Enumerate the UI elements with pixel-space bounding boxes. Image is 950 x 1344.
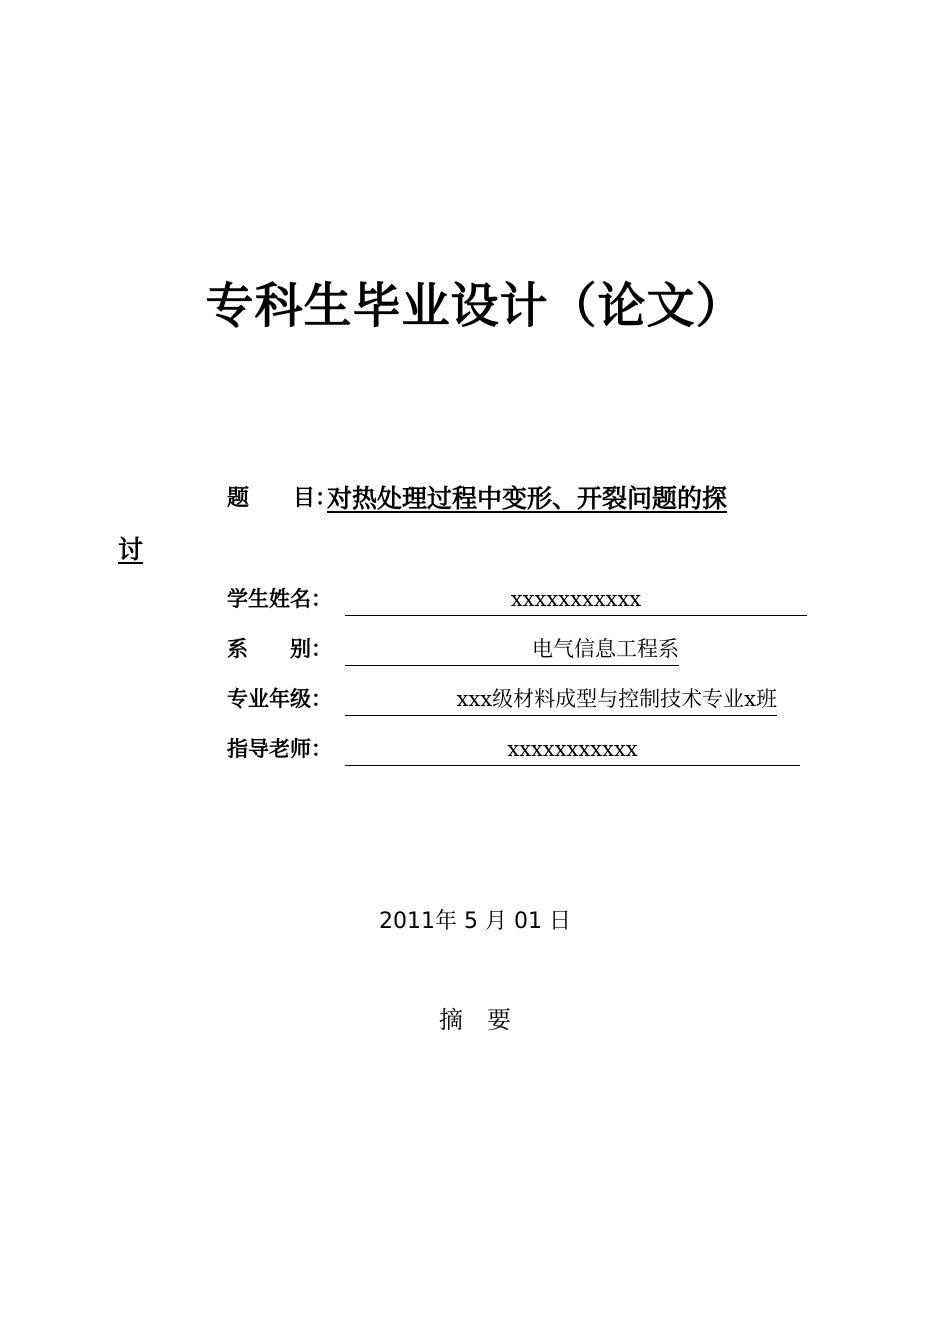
department-value: 电气信息工程系 [345,632,679,666]
topic-row [227,479,837,519]
topic-value-line1: 对热处理过程中变形、开裂问题的探 [327,484,728,513]
submission-date: 2011年 5 月 01 日 [379,909,571,934]
advisor-value: xxxxxxxxxxx [345,732,800,766]
thesis-title: 专科生毕业设计（论文） [205,278,745,334]
major-grade-label: 专业年级： [227,687,332,711]
topic-value-line2: 讨 [118,535,144,564]
student-name-value: xxxxxxxxxxx [345,582,807,616]
major-grade-value: xxx级材料成型与控制技术专业x班 [345,682,777,716]
topic-label: 题 目： [227,486,338,511]
department-label: 系 别： [227,637,332,661]
advisor-label: 指导老师： [227,737,332,761]
abstract-heading: 摘要 [439,1006,535,1034]
student-name-label: 学生姓名： [227,587,332,611]
